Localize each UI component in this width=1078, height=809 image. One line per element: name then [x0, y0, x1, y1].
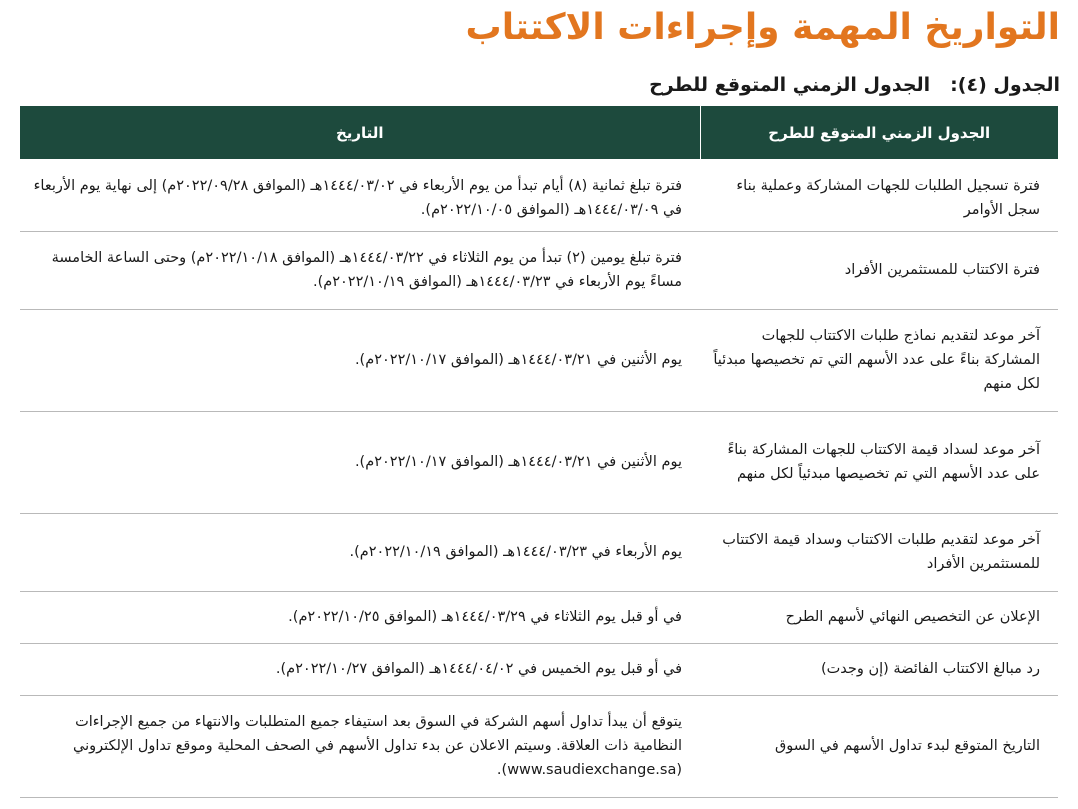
header-date: التاريخ — [20, 106, 700, 159]
row-date: في أو قبل يوم الثلاثاء في ١٤٤٤/٠٣/٢٩هـ (الموافق ٢٠٢٢/١٠/٢٥م). — [20, 591, 700, 643]
row-date: يوم الأربعاء في ١٤٤٤/٠٣/٢٣هـ (الموافق ٢٠٢٢/١٠/١٩م). — [20, 513, 700, 591]
row-date: فترة تبلغ يومين (٢) تبدأ من يوم الثلاثاء في ١٤٤٤/٠٣/٢٢هـ (الموافق ٢٠٢٢/١٠/١٨م) وحتى الساعة الخامسة مساءً يوم الأربعاء في ١٤٤٤/٠٣/٢٣هـ (الموافق ٢٠٢٢/١٠/١٩م). — [20, 231, 700, 309]
table-row — [20, 591, 1058, 643]
row-event: فترة تسجيل الطلبات للجهات المشاركة وعملية بناء سجل الأوامر — [700, 165, 1058, 231]
row-event: آخر موعد لسداد قيمة الاكتتاب للجهات المشاركة بناءً على عدد الأسهم التي تم تخصيصها مبدئياً لكل منهم — [700, 411, 1058, 513]
schedule-table — [20, 106, 1058, 798]
row-event: التاريخ المتوقع لبدء تداول الأسهم في السوق — [700, 695, 1058, 797]
table-caption — [20, 72, 1060, 98]
table-row — [20, 165, 1058, 231]
table-row — [20, 513, 1058, 591]
row-date: يتوقع أن يبدأ تداول أسهم الشركة في السوق بعد استيفاء جميع المتطلبات والانتهاء من جميع الإجراءات النظامية ذات العلاقة. وسيتم الاعلان عن بدء تداول الأسهم في الصحف المحلية وموقع تداول الإلكتروني (www.saudiexchange.sa). — [20, 695, 700, 797]
row-event: آخر موعد لتقديم نماذج طلبات الاكتتاب للجهات المشاركة بناءً على عدد الأسهم التي تم تخصيصها مبدئياً لكل منهم — [700, 309, 1058, 411]
table-row — [20, 231, 1058, 309]
table-row — [20, 309, 1058, 411]
row-date: فترة تبلغ ثمانية (٨) أيام تبدأ من يوم الأربعاء في ١٤٤٤/٠٣/٠٢هـ (الموافق ٢٠٢٢/٠٩/٢٨م) إلى نهاية يوم الأربعاء في ١٤٤٤/٠٣/٠٩هـ (الموافق ٢٠٢٢/١٠/٠٥م). — [20, 165, 700, 231]
row-event: الإعلان عن التخصيص النهائي لأسهم الطرح — [700, 591, 1058, 643]
table-caption-text: الجدول الزمني المتوقع للطرح — [649, 74, 931, 96]
row-date: يوم الأثنين في ١٤٤٤/٠٣/٢١هـ (الموافق ٢٠٢٢/١٠/١٧م). — [20, 411, 700, 513]
page-title: التواريخ المهمة وإجراءات الاكتتاب — [465, 7, 1060, 48]
row-event: آخر موعد لتقديم طلبات الاكتتاب وسداد قيمة الاكتتاب للمستثمرين الأفراد — [700, 513, 1058, 591]
row-date: في أو قبل يوم الخميس في ١٤٤٤/٠٤/٠٢هـ (الموافق ٢٠٢٢/١٠/٢٧م). — [20, 643, 700, 695]
header-event: الجدول الزمني المتوقع للطرح — [700, 106, 1058, 159]
table-row — [20, 695, 1058, 797]
row-date: يوم الأثنين في ١٤٤٤/٠٣/٢١هـ (الموافق ٢٠٢٢/١٠/١٧م). — [20, 309, 700, 411]
row-event: فترة الاكتتاب للمستثمرين الأفراد — [700, 231, 1058, 309]
table-row — [20, 411, 1058, 513]
table-header-row — [20, 106, 1058, 159]
table-caption-label: الجدول (٤): — [950, 74, 1060, 96]
row-event: رد مبالغ الاكتتاب الفائضة (إن وجدت) — [700, 643, 1058, 695]
table-row — [20, 643, 1058, 695]
